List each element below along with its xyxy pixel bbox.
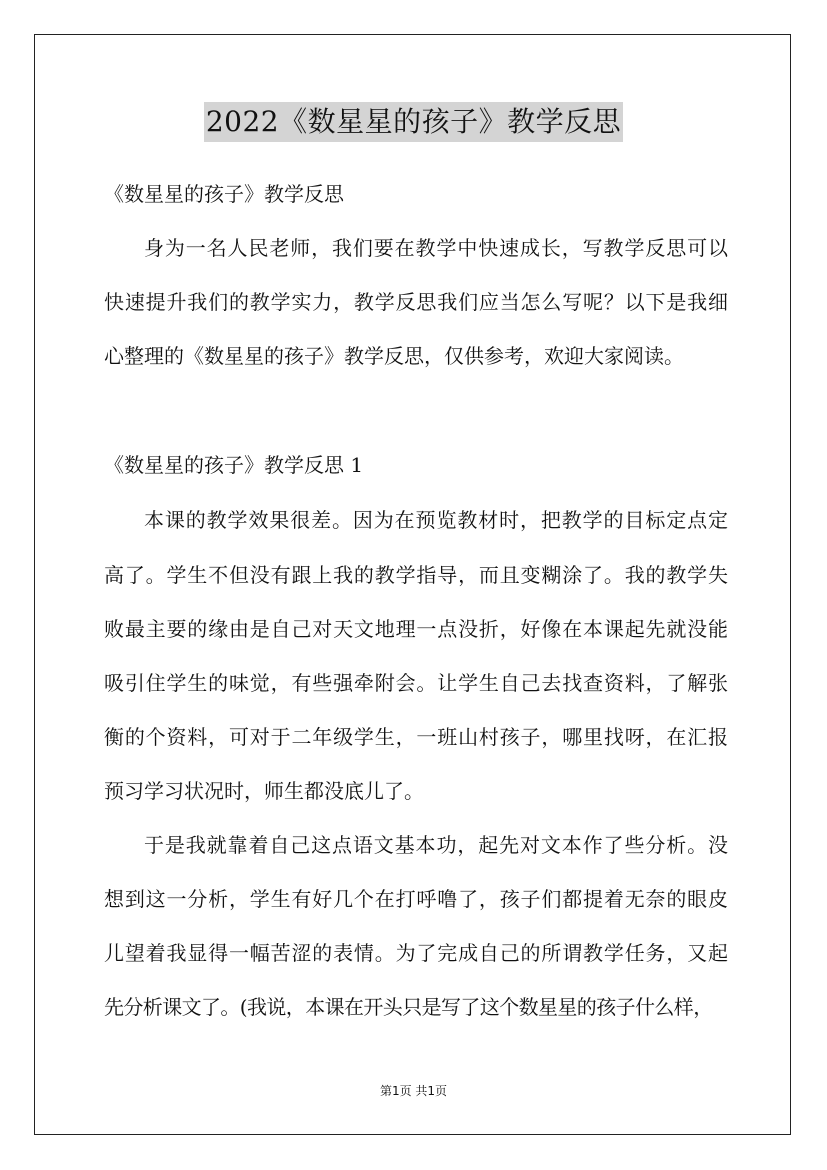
section-heading: 《数星星的孩子》教学反思 1 — [104, 453, 364, 477]
paragraph-line: 败最主要的缘由是自己对天文地理一点没折，好像在本课起先就没能 — [104, 617, 728, 641]
document-subtitle: 《数星星的孩子》教学反思 — [104, 182, 344, 206]
intro-line: 心整理的《数星星的孩子》教学反思，仅供参考，欢迎大家阅读。 — [104, 344, 684, 368]
paragraph-line: 本课的教学效果很差。因为在预览教材时，把教学的目标定点定 — [144, 508, 728, 532]
document-title-text: 2022《数星星的孩子》教学反思 — [204, 102, 623, 142]
paragraph-line: 儿望着我显得一幅苦涩的表情。为了完成自己的所谓教学任务，又起 — [104, 941, 728, 965]
page-number: 第1页 共1页 — [379, 1084, 448, 1098]
paragraph-line: 先分析课文了。(我说，本课在开头只是写了这个数星星的孩子什么样， — [104, 995, 713, 1019]
paragraph-line: 吸引住学生的味觉，有些强牵附会。让学生自己去找查资料，了解张 — [104, 671, 728, 695]
document-title — [0, 102, 827, 142]
paragraph-line: 预习学习状况时，师生都没底儿了。 — [104, 779, 424, 803]
paragraph-line: 衡的个资料，可对于二年级学生，一班山村孩子，哪里找呀，在汇报 — [104, 725, 728, 749]
intro-line: 快速提升我们的教学实力，教学反思我们应当怎么写呢？以下是我细 — [104, 290, 728, 314]
paragraph-line: 想到这一分析，学生有好几个在打呼噜了，孩子们都提着无奈的眼皮 — [104, 887, 728, 911]
paragraph-line: 高了。学生不但没有跟上我的教学指导，而且变糊涂了。我的教学失 — [104, 563, 728, 587]
intro-line: 身为一名人民老师，我们要在教学中快速成长，写教学反思可以 — [144, 236, 728, 260]
paragraph-line: 于是我就靠着自己这点语文基本功，起先对文本作了些分析。没 — [144, 833, 728, 857]
